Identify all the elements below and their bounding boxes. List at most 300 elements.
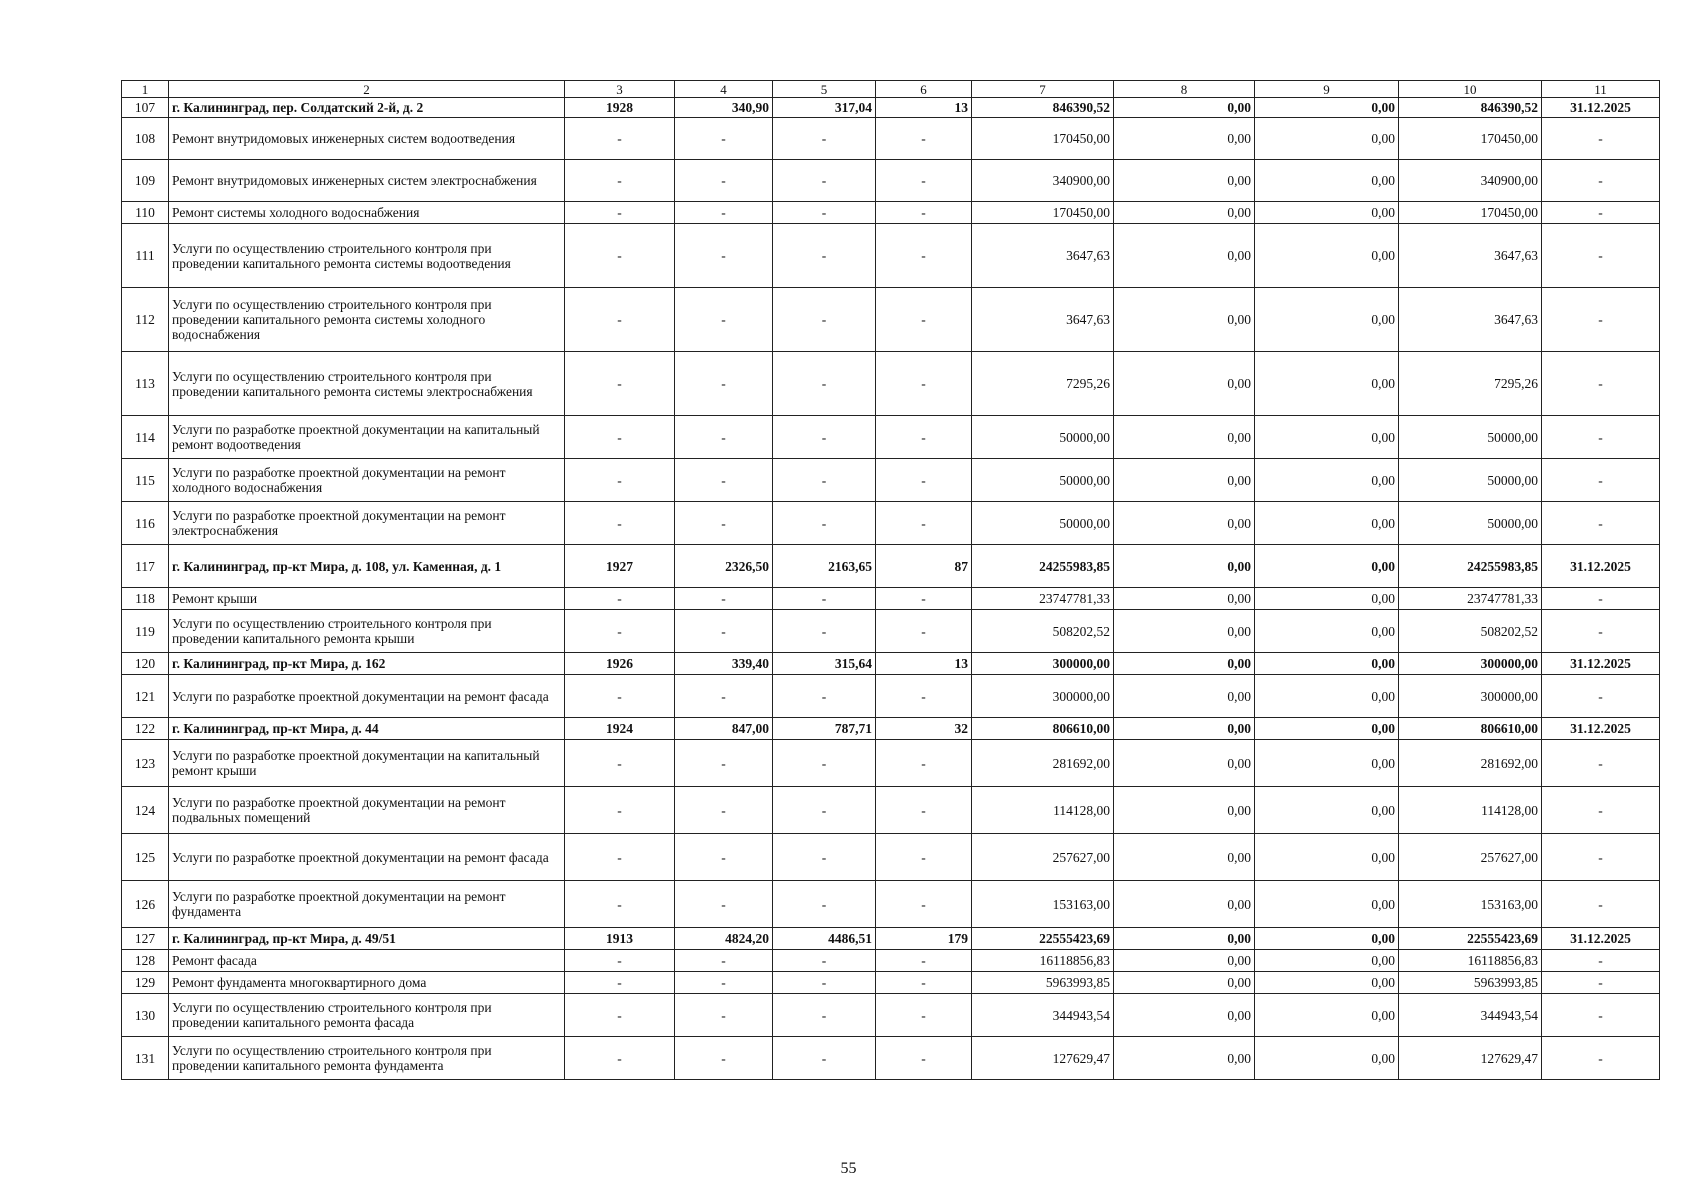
work-description-cell: г. Калининград, пер. Солдатский 2-й, д. 2 (169, 98, 565, 118)
year-built-cell: - (565, 787, 675, 834)
completion-date-cell: - (1542, 416, 1660, 459)
owners-cost-cell: 5963993,85 (1399, 972, 1542, 994)
residents-cell: - (876, 610, 972, 653)
column-header: 9 (1255, 81, 1399, 98)
completion-date-cell: - (1542, 224, 1660, 288)
total-area-cell: - (675, 202, 773, 224)
row-number-cell: 107 (122, 98, 169, 118)
owners-cost-cell: 846390,52 (1399, 98, 1542, 118)
residents-cell: 13 (876, 653, 972, 675)
completion-date-cell: - (1542, 740, 1660, 787)
total-area-cell: - (675, 881, 773, 928)
living-area-cell: - (773, 1037, 876, 1080)
total-cost-cell: 170450,00 (972, 118, 1114, 160)
total-cost-cell: 16118856,83 (972, 950, 1114, 972)
living-area-cell: - (773, 288, 876, 352)
owners-cost-cell: 281692,00 (1399, 740, 1542, 787)
table-row (122, 1037, 1660, 1080)
fund-cost-cell: 0,00 (1114, 202, 1255, 224)
year-built-cell: - (565, 740, 675, 787)
work-description-cell: Услуги по разработке проектной документации на ремонт электроснабжения (169, 502, 565, 545)
residents-cell: - (876, 202, 972, 224)
total-area-cell: - (675, 972, 773, 994)
fund-cost-cell: 0,00 (1114, 610, 1255, 653)
work-description-cell: Ремонт крыши (169, 588, 565, 610)
table-row (122, 352, 1660, 416)
living-area-cell: - (773, 160, 876, 202)
living-area-cell: 4486,51 (773, 928, 876, 950)
total-area-cell: - (675, 834, 773, 881)
owners-cost-cell: 23747781,33 (1399, 588, 1542, 610)
total-cost-cell: 50000,00 (972, 502, 1114, 545)
residents-cell: - (876, 118, 972, 160)
year-built-cell: - (565, 502, 675, 545)
owners-cost-cell: 50000,00 (1399, 459, 1542, 502)
total-area-cell: - (675, 994, 773, 1037)
year-built-cell: - (565, 352, 675, 416)
table-row (122, 98, 1660, 118)
living-area-cell: - (773, 118, 876, 160)
living-area-cell: - (773, 416, 876, 459)
year-built-cell: - (565, 610, 675, 653)
fund-cost-cell: 0,00 (1114, 118, 1255, 160)
living-area-cell: - (773, 502, 876, 545)
total-cost-cell: 3647,63 (972, 224, 1114, 288)
work-description-cell: Услуги по разработке проектной документации на капитальный ремонт водоотведения (169, 416, 565, 459)
row-number-cell: 123 (122, 740, 169, 787)
year-built-cell: - (565, 459, 675, 502)
completion-date-cell: - (1542, 352, 1660, 416)
column-header: 10 (1399, 81, 1542, 98)
completion-date-cell: - (1542, 459, 1660, 502)
fund-cost-cell: 0,00 (1114, 545, 1255, 588)
residents-cell: 32 (876, 718, 972, 740)
work-description-cell: Услуги по разработке проектной документации на ремонт подвальных помещений (169, 787, 565, 834)
budget-cost-cell: 0,00 (1255, 416, 1399, 459)
residents-cell: 179 (876, 928, 972, 950)
living-area-cell: - (773, 588, 876, 610)
budget-cost-cell: 0,00 (1255, 787, 1399, 834)
total-area-cell: 2326,50 (675, 545, 773, 588)
total-cost-cell: 127629,47 (972, 1037, 1114, 1080)
fund-cost-cell: 0,00 (1114, 834, 1255, 881)
living-area-cell: - (773, 740, 876, 787)
total-cost-cell: 23747781,33 (972, 588, 1114, 610)
residents-cell: - (876, 1037, 972, 1080)
work-description-cell: Услуги по разработке проектной документации на ремонт холодного водоснабжения (169, 459, 565, 502)
owners-cost-cell: 508202,52 (1399, 610, 1542, 653)
year-built-cell: 1928 (565, 98, 675, 118)
budget-cost-cell: 0,00 (1255, 502, 1399, 545)
table-row (122, 545, 1660, 588)
living-area-cell: 315,64 (773, 653, 876, 675)
row-number-cell: 109 (122, 160, 169, 202)
budget-cost-cell: 0,00 (1255, 459, 1399, 502)
total-area-cell: - (675, 160, 773, 202)
work-description-cell: Услуги по разработке проектной документации на ремонт фундамента (169, 881, 565, 928)
table-row (122, 740, 1660, 787)
row-number-cell: 128 (122, 950, 169, 972)
year-built-cell: - (565, 202, 675, 224)
year-built-cell: - (565, 224, 675, 288)
budget-cost-cell: 0,00 (1255, 1037, 1399, 1080)
owners-cost-cell: 300000,00 (1399, 675, 1542, 718)
row-number-cell: 126 (122, 881, 169, 928)
fund-cost-cell: 0,00 (1114, 881, 1255, 928)
living-area-cell: - (773, 675, 876, 718)
living-area-cell: - (773, 459, 876, 502)
row-number-cell: 111 (122, 224, 169, 288)
fund-cost-cell: 0,00 (1114, 224, 1255, 288)
owners-cost-cell: 50000,00 (1399, 502, 1542, 545)
owners-cost-cell: 170450,00 (1399, 202, 1542, 224)
table-row (122, 502, 1660, 545)
table-row (122, 653, 1660, 675)
fund-cost-cell: 0,00 (1114, 459, 1255, 502)
year-built-cell: 1924 (565, 718, 675, 740)
column-header: 5 (773, 81, 876, 98)
owners-cost-cell: 3647,63 (1399, 288, 1542, 352)
completion-date-cell: - (1542, 588, 1660, 610)
year-built-cell: - (565, 972, 675, 994)
living-area-cell: - (773, 950, 876, 972)
work-description-cell: Ремонт внутридомовых инженерных систем электроснабжения (169, 160, 565, 202)
row-number-cell: 117 (122, 545, 169, 588)
owners-cost-cell: 114128,00 (1399, 787, 1542, 834)
work-description-cell: Услуги по осуществлению строительного контроля при проведении капитального ремонта крыши (169, 610, 565, 653)
budget-cost-cell: 0,00 (1255, 224, 1399, 288)
total-cost-cell: 508202,52 (972, 610, 1114, 653)
work-description-cell: г. Калининград, пр-кт Мира, д. 44 (169, 718, 565, 740)
table-row (122, 972, 1660, 994)
work-description-cell: Услуги по осуществлению строительного контроля при проведении капитального ремонта системы холодного водоснабжения (169, 288, 565, 352)
work-description-cell: г. Калининград, пр-кт Мира, д. 108, ул. Каменная, д. 1 (169, 545, 565, 588)
total-cost-cell: 806610,00 (972, 718, 1114, 740)
work-description-cell: г. Калининград, пр-кт Мира, д. 162 (169, 653, 565, 675)
total-cost-cell: 7295,26 (972, 352, 1114, 416)
total-area-cell: - (675, 502, 773, 545)
completion-date-cell: - (1542, 994, 1660, 1037)
year-built-cell: 1927 (565, 545, 675, 588)
completion-date-cell: - (1542, 834, 1660, 881)
residents-cell: - (876, 588, 972, 610)
budget-cost-cell: 0,00 (1255, 950, 1399, 972)
total-cost-cell: 22555423,69 (972, 928, 1114, 950)
residents-cell: - (876, 972, 972, 994)
residents-cell: - (876, 994, 972, 1037)
residents-cell: - (876, 787, 972, 834)
budget-cost-cell: 0,00 (1255, 881, 1399, 928)
work-description-cell: Услуги по осуществлению строительного контроля при проведении капитального ремонта системы водоотведения (169, 224, 565, 288)
owners-cost-cell: 24255983,85 (1399, 545, 1542, 588)
completion-date-cell: 31.12.2025 (1542, 98, 1660, 118)
work-description-cell: Ремонт фундамента многоквартирного дома (169, 972, 565, 994)
completion-date-cell: - (1542, 502, 1660, 545)
living-area-cell: - (773, 224, 876, 288)
residents-cell: 13 (876, 98, 972, 118)
row-number-cell: 119 (122, 610, 169, 653)
budget-cost-cell: 0,00 (1255, 118, 1399, 160)
budget-cost-cell: 0,00 (1255, 545, 1399, 588)
total-area-cell: - (675, 950, 773, 972)
table-row (122, 718, 1660, 740)
program-table (121, 80, 1660, 1080)
fund-cost-cell: 0,00 (1114, 972, 1255, 994)
total-cost-cell: 24255983,85 (972, 545, 1114, 588)
total-cost-cell: 344943,54 (972, 994, 1114, 1037)
work-description-cell: Ремонт фасада (169, 950, 565, 972)
year-built-cell: 1926 (565, 653, 675, 675)
living-area-cell: 2163,65 (773, 545, 876, 588)
budget-cost-cell: 0,00 (1255, 653, 1399, 675)
total-area-cell: - (675, 459, 773, 502)
row-number-cell: 124 (122, 787, 169, 834)
work-description-cell: г. Калининград, пр-кт Мира, д. 49/51 (169, 928, 565, 950)
residents-cell: 87 (876, 545, 972, 588)
living-area-cell: - (773, 202, 876, 224)
row-number-cell: 125 (122, 834, 169, 881)
living-area-cell: - (773, 352, 876, 416)
budget-cost-cell: 0,00 (1255, 160, 1399, 202)
row-number-cell: 113 (122, 352, 169, 416)
column-header: 7 (972, 81, 1114, 98)
residents-cell: - (876, 352, 972, 416)
living-area-cell: 787,71 (773, 718, 876, 740)
owners-cost-cell: 300000,00 (1399, 653, 1542, 675)
owners-cost-cell: 22555423,69 (1399, 928, 1542, 950)
total-cost-cell: 3647,63 (972, 288, 1114, 352)
column-header: 1 (122, 81, 169, 98)
total-area-cell: - (675, 118, 773, 160)
completion-date-cell: - (1542, 288, 1660, 352)
completion-date-cell: - (1542, 610, 1660, 653)
completion-date-cell: - (1542, 950, 1660, 972)
total-cost-cell: 153163,00 (972, 881, 1114, 928)
completion-date-cell: 31.12.2025 (1542, 653, 1660, 675)
fund-cost-cell: 0,00 (1114, 740, 1255, 787)
total-cost-cell: 281692,00 (972, 740, 1114, 787)
column-header: 6 (876, 81, 972, 98)
owners-cost-cell: 344943,54 (1399, 994, 1542, 1037)
completion-date-cell: 31.12.2025 (1542, 928, 1660, 950)
living-area-cell: - (773, 994, 876, 1037)
completion-date-cell: - (1542, 160, 1660, 202)
residents-cell: - (876, 416, 972, 459)
owners-cost-cell: 153163,00 (1399, 881, 1542, 928)
year-built-cell: - (565, 160, 675, 202)
table-row (122, 610, 1660, 653)
completion-date-cell: 31.12.2025 (1542, 545, 1660, 588)
owners-cost-cell: 340900,00 (1399, 160, 1542, 202)
total-cost-cell: 50000,00 (972, 416, 1114, 459)
completion-date-cell: - (1542, 675, 1660, 718)
residents-cell: - (876, 459, 972, 502)
completion-date-cell: - (1542, 881, 1660, 928)
budget-cost-cell: 0,00 (1255, 98, 1399, 118)
total-cost-cell: 5963993,85 (972, 972, 1114, 994)
year-built-cell: - (565, 881, 675, 928)
budget-cost-cell: 0,00 (1255, 202, 1399, 224)
total-area-cell: - (675, 675, 773, 718)
fund-cost-cell: 0,00 (1114, 928, 1255, 950)
row-number-cell: 108 (122, 118, 169, 160)
table-row (122, 950, 1660, 972)
owners-cost-cell: 170450,00 (1399, 118, 1542, 160)
work-description-cell: Ремонт внутридомовых инженерных систем водоотведения (169, 118, 565, 160)
owners-cost-cell: 7295,26 (1399, 352, 1542, 416)
owners-cost-cell: 127629,47 (1399, 1037, 1542, 1080)
column-header: 3 (565, 81, 675, 98)
year-built-cell: - (565, 994, 675, 1037)
total-area-cell: 4824,20 (675, 928, 773, 950)
row-number-cell: 120 (122, 653, 169, 675)
work-description-cell: Услуги по разработке проектной документации на капитальный ремонт крыши (169, 740, 565, 787)
table-row (122, 675, 1660, 718)
residents-cell: - (876, 224, 972, 288)
row-number-cell: 118 (122, 588, 169, 610)
living-area-cell: - (773, 787, 876, 834)
table-row (122, 160, 1660, 202)
living-area-cell: 317,04 (773, 98, 876, 118)
fund-cost-cell: 0,00 (1114, 160, 1255, 202)
budget-cost-cell: 0,00 (1255, 994, 1399, 1037)
residents-cell: - (876, 881, 972, 928)
fund-cost-cell: 0,00 (1114, 352, 1255, 416)
total-area-cell: - (675, 740, 773, 787)
owners-cost-cell: 806610,00 (1399, 718, 1542, 740)
total-area-cell: - (675, 224, 773, 288)
residents-cell: - (876, 675, 972, 718)
fund-cost-cell: 0,00 (1114, 718, 1255, 740)
table-row (122, 787, 1660, 834)
owners-cost-cell: 50000,00 (1399, 416, 1542, 459)
living-area-cell: - (773, 972, 876, 994)
row-number-cell: 130 (122, 994, 169, 1037)
completion-date-cell: - (1542, 787, 1660, 834)
fund-cost-cell: 0,00 (1114, 288, 1255, 352)
table-row (122, 202, 1660, 224)
total-cost-cell: 257627,00 (972, 834, 1114, 881)
budget-cost-cell: 0,00 (1255, 740, 1399, 787)
budget-cost-cell: 0,00 (1255, 588, 1399, 610)
residents-cell: - (876, 502, 972, 545)
page-number: 55 (840, 1160, 857, 1177)
table-row (122, 928, 1660, 950)
row-number-cell: 131 (122, 1037, 169, 1080)
budget-cost-cell: 0,00 (1255, 972, 1399, 994)
residents-cell: - (876, 834, 972, 881)
total-cost-cell: 114128,00 (972, 787, 1114, 834)
owners-cost-cell: 3647,63 (1399, 224, 1542, 288)
total-area-cell: 339,40 (675, 653, 773, 675)
column-header: 2 (169, 81, 565, 98)
completion-date-cell: - (1542, 202, 1660, 224)
budget-cost-cell: 0,00 (1255, 288, 1399, 352)
table-row (122, 459, 1660, 502)
year-built-cell: - (565, 1037, 675, 1080)
completion-date-cell: - (1542, 118, 1660, 160)
budget-cost-cell: 0,00 (1255, 352, 1399, 416)
fund-cost-cell: 0,00 (1114, 675, 1255, 718)
fund-cost-cell: 0,00 (1114, 502, 1255, 545)
living-area-cell: - (773, 834, 876, 881)
row-number-cell: 110 (122, 202, 169, 224)
table-row (122, 224, 1660, 288)
fund-cost-cell: 0,00 (1114, 994, 1255, 1037)
work-description-cell: Услуги по разработке проектной документации на ремонт фасада (169, 675, 565, 718)
work-description-cell: Услуги по осуществлению строительного контроля при проведении капитального ремонта фундамента (169, 1037, 565, 1080)
fund-cost-cell: 0,00 (1114, 416, 1255, 459)
completion-date-cell: - (1542, 972, 1660, 994)
work-description-cell: Услуги по осуществлению строительного контроля при проведении капитального ремонта системы электроснабжения (169, 352, 565, 416)
row-number-cell: 116 (122, 502, 169, 545)
budget-cost-cell: 0,00 (1255, 675, 1399, 718)
year-built-cell: - (565, 288, 675, 352)
table-row (122, 288, 1660, 352)
fund-cost-cell: 0,00 (1114, 787, 1255, 834)
residents-cell: - (876, 950, 972, 972)
row-number-cell: 127 (122, 928, 169, 950)
work-description-cell: Услуги по осуществлению строительного контроля при проведении капитального ремонта фасада (169, 994, 565, 1037)
living-area-cell: - (773, 881, 876, 928)
column-header: 4 (675, 81, 773, 98)
row-number-cell: 129 (122, 972, 169, 994)
budget-cost-cell: 0,00 (1255, 928, 1399, 950)
table-row (122, 834, 1660, 881)
table-row (122, 588, 1660, 610)
year-built-cell: 1913 (565, 928, 675, 950)
total-area-cell: 340,90 (675, 98, 773, 118)
owners-cost-cell: 257627,00 (1399, 834, 1542, 881)
row-number-cell: 112 (122, 288, 169, 352)
column-header: 11 (1542, 81, 1660, 98)
year-built-cell: - (565, 950, 675, 972)
year-built-cell: - (565, 416, 675, 459)
owners-cost-cell: 16118856,83 (1399, 950, 1542, 972)
total-cost-cell: 846390,52 (972, 98, 1114, 118)
total-cost-cell: 300000,00 (972, 653, 1114, 675)
total-area-cell: 847,00 (675, 718, 773, 740)
column-number-header-row (122, 81, 1660, 98)
year-built-cell: - (565, 118, 675, 160)
table-row (122, 994, 1660, 1037)
row-number-cell: 121 (122, 675, 169, 718)
budget-cost-cell: 0,00 (1255, 610, 1399, 653)
residents-cell: - (876, 288, 972, 352)
completion-date-cell: 31.12.2025 (1542, 718, 1660, 740)
residents-cell: - (876, 740, 972, 787)
table-row (122, 416, 1660, 459)
row-number-cell: 115 (122, 459, 169, 502)
total-area-cell: - (675, 352, 773, 416)
total-area-cell: - (675, 787, 773, 834)
fund-cost-cell: 0,00 (1114, 1037, 1255, 1080)
total-cost-cell: 300000,00 (972, 675, 1114, 718)
fund-cost-cell: 0,00 (1114, 588, 1255, 610)
work-description-cell: Ремонт системы холодного водоснабжения (169, 202, 565, 224)
total-area-cell: - (675, 610, 773, 653)
row-number-cell: 114 (122, 416, 169, 459)
fund-cost-cell: 0,00 (1114, 98, 1255, 118)
total-area-cell: - (675, 288, 773, 352)
work-description-cell: Услуги по разработке проектной документации на ремонт фасада (169, 834, 565, 881)
total-cost-cell: 340900,00 (972, 160, 1114, 202)
year-built-cell: - (565, 675, 675, 718)
budget-cost-cell: 0,00 (1255, 718, 1399, 740)
year-built-cell: - (565, 834, 675, 881)
completion-date-cell: - (1542, 1037, 1660, 1080)
total-area-cell: - (675, 1037, 773, 1080)
